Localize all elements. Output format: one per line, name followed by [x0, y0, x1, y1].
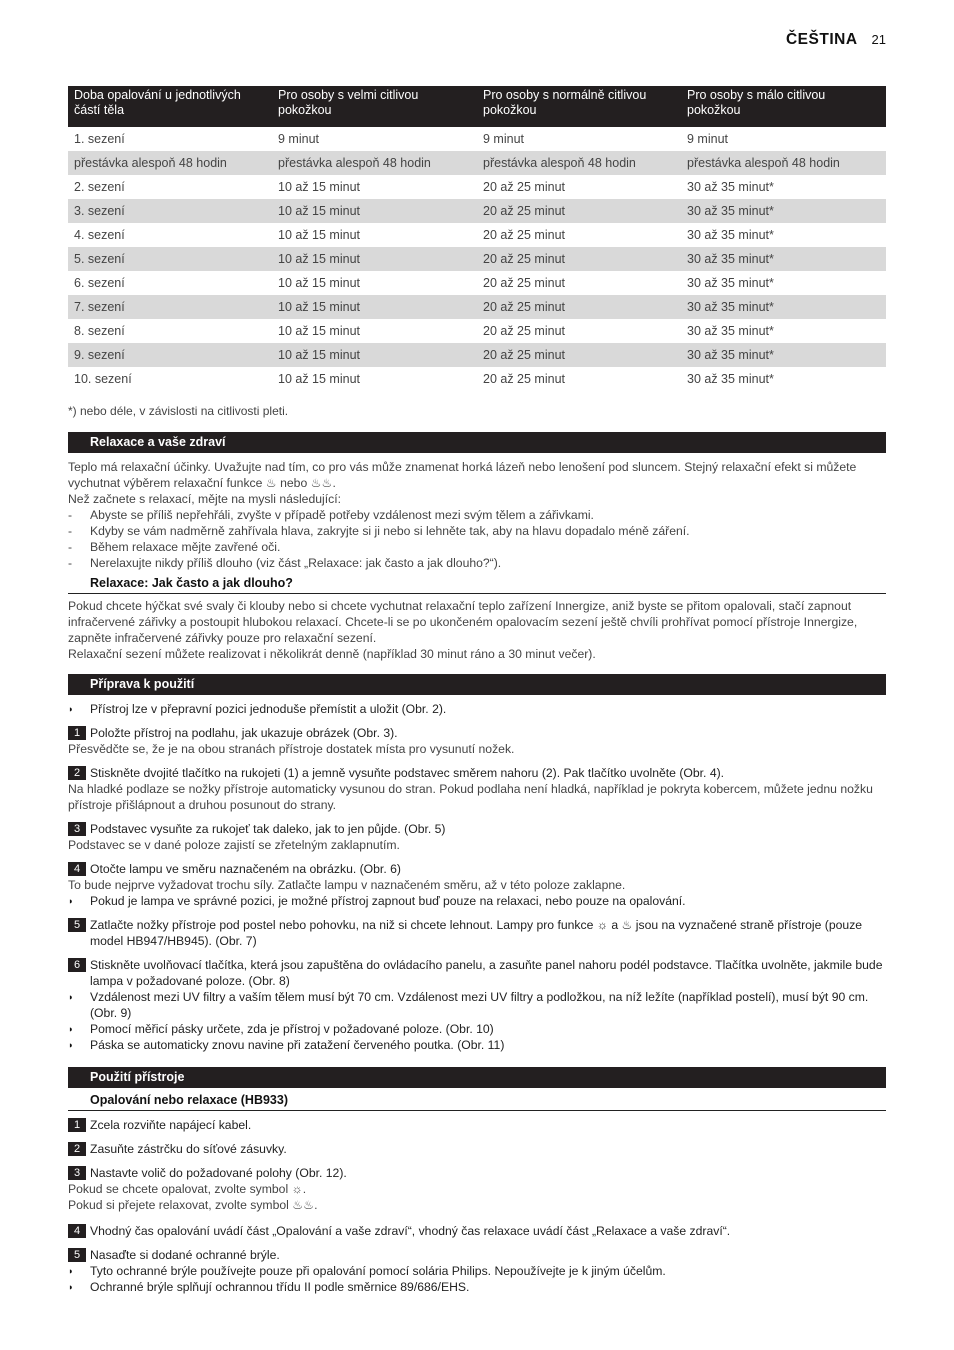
table-cell: 30 až 35 minut*	[681, 199, 886, 223]
step-note: Přesvědčte se, že je na obou stranách přístroje dostatek místa pro vysunutí nožek.	[68, 742, 515, 756]
step-number-badge: 5	[68, 918, 86, 932]
table-row	[68, 199, 886, 223]
column-header: Pro osoby s málo citlivou pokožkou	[681, 86, 886, 127]
bullet-item	[68, 701, 886, 717]
step-note: Podstavec se v dané poloze zajistí se zřetelným zaklapnutím.	[68, 838, 400, 852]
list-item-text: Abyste se příliš nepřehřáli, zvyšte v případě potřeby vzdálenost mezi svým tělem a zářivkami.	[90, 508, 594, 522]
table-cell: 30 až 35 minut*	[687, 324, 774, 338]
step-text: Položte přístroj na podlahu, jak ukazuje obrázek (Obr. 3).	[90, 726, 398, 740]
step-item	[68, 957, 886, 989]
bullet-item	[68, 989, 886, 1021]
step-number-badge: 1	[68, 1118, 86, 1132]
bullet-text: Páska se automaticky znovu navine při zatažení červeného poutka. (Obr. 11)	[90, 1038, 505, 1052]
table-cell: 10 až 15 minut	[278, 276, 360, 290]
bullet-icon: ◗	[68, 1282, 74, 1292]
table-cell: 6. sezení	[74, 276, 125, 290]
list-item-text: Během relaxace mějte zavřené oči.	[90, 540, 281, 554]
table-header-row	[68, 86, 886, 127]
column-header: Pro osoby s velmi citlivou pokožkou	[272, 86, 477, 127]
table-cell: 20 až 25 minut	[477, 199, 681, 223]
dash-marker: -	[68, 524, 73, 538]
section-heading-relaxation: Relaxace a vaše zdraví	[68, 432, 886, 453]
list-item-text: Kdyby se vám nadměrně zahřívala hlava, zakryjte si ji nebo si lehněte tak, aby na hlavu dopadalo méně záření.	[90, 524, 690, 538]
table-cell: 10 až 15 minut	[272, 343, 477, 367]
table-cell: 20 až 25 minut	[477, 295, 681, 319]
bullet-item	[68, 1263, 886, 1279]
step-text: Stiskněte uvolňovací tlačítka, která jsou zapuštěna do ovládacího panelu, a zasuňte panel nahoru podél podstavce. Tlačítka uvolněte, jakmile bude lampa v požadované poloze. (Obr. 8)	[90, 958, 883, 988]
bullet-item	[68, 1279, 886, 1295]
table-row	[68, 151, 886, 175]
step-item	[68, 1117, 886, 1133]
paragraph: Relaxační sezení můžete realizovat i několikrát denně (například 30 minut ráno a 30 minut večer).	[68, 647, 596, 661]
paragraph: Pokud chcete hýčkat své svaly či klouby nebo si chcete vychutnat relaxační teplo zařízení Innergize, aniž byste se přitom opalovali, stačí zapnout infračervené zářivky a postoupit hlubokou relaxací. Chcete-li se po ukončeném opalovacím sezení ještě chvíli prohřívat pomocí přístroje Innergize, zapněte infračervené zářivky pouze pro relaxační sezení.	[68, 599, 858, 645]
step-number-badge: 2	[68, 766, 86, 780]
table-footnote: *) nebo déle, v závislosti na citlivosti pleti.	[68, 404, 289, 418]
table-cell: 20 až 25 minut	[483, 276, 565, 290]
table-cell: 5. sezení	[68, 247, 272, 271]
table-cell: 10 až 15 minut	[278, 372, 360, 386]
table-cell: 20 až 25 minut	[483, 372, 565, 386]
step-text: Nastavte volič do požadované polohy (Obr. 12).	[90, 1166, 347, 1180]
bullet-icon: ◗	[68, 992, 74, 1002]
step-item	[68, 725, 886, 741]
table-cell: 9 minut	[278, 132, 319, 146]
list-item-text: Nerelaxujte nikdy příliš dlouho (viz část „Relaxace: jak často a jak dlouho?“).	[90, 556, 502, 570]
bullet-item	[68, 1021, 886, 1037]
table-cell: 20 až 25 minut	[477, 247, 681, 271]
bullet-icon: ◗	[68, 704, 74, 714]
table-cell: 20 až 25 minut	[483, 228, 565, 242]
paragraph: Než začnete s relaxací, mějte na mysli následující:	[68, 492, 341, 506]
table-cell: 7. sezení	[68, 295, 272, 319]
page-number: 21	[871, 32, 886, 47]
step-number-badge: 6	[68, 958, 86, 972]
bullet-icon: ◗	[68, 896, 74, 906]
table-cell: 10 až 15 minut	[272, 247, 477, 271]
language-label: ČEŠTINA	[785, 31, 858, 48]
table-cell: 30 až 35 minut*	[687, 180, 774, 194]
table-cell: 9. sezení	[68, 343, 272, 367]
section-heading-usage: Použití přístroje	[68, 1067, 886, 1088]
step-text: Zatlačte nožky přístroje pod postel nebo pohovku, na niž si chcete lehnout. Lampy pro funkce ☼ a ♨ jsou na vyznačené straně přístroje (pouze model HB947/HB945). (Obr. 7)	[90, 918, 863, 948]
table-cell: 10 až 15 minut	[272, 295, 477, 319]
table-cell: přestávka alespoň 48 hodin	[477, 151, 681, 175]
bullet-text: Ochranné brýle splňují ochrannou třídu II podle směrnice 89/686/EHS.	[90, 1280, 470, 1294]
table-cell: přestávka alespoň 48 hodin	[272, 151, 477, 175]
table-cell: 30 až 35 minut*	[681, 295, 886, 319]
bullet-text: Tyto ochranné brýle používejte pouze při opalování pomocí solária Philips. Nepoužívejte je k jiným účelům.	[90, 1264, 666, 1278]
step-text: Podstavec vysuňte za rukojeť tak daleko, jak to jen půjde. (Obr. 5)	[90, 822, 446, 836]
table-cell: 8. sezení	[74, 324, 125, 338]
table-row	[68, 175, 886, 199]
step-number-badge: 5	[68, 1248, 86, 1262]
bullet-text: Vzdálenost mezi UV filtry a vaším tělem musí být 70 cm. Vzdálenost mezi UV filtry a podložkou, na níž ležíte (například postelí), musí být 90 cm. (Obr. 9)	[90, 990, 869, 1020]
bullet-icon: ◗	[68, 1024, 74, 1034]
table-cell: 30 až 35 minut*	[687, 228, 774, 242]
step-text: Nasaďte si dodané ochranné brýle.	[90, 1248, 280, 1262]
table-row	[68, 223, 886, 247]
dash-list-item	[68, 539, 886, 555]
step-number-badge: 1	[68, 726, 86, 740]
subheading-tanning-or-relaxation: Opalování nebo relaxace (HB933)	[68, 1092, 886, 1111]
step-item	[68, 1141, 886, 1157]
bullet-text: Přístroj lze v přepravní pozici jednoduše přemístit a uložit (Obr. 2).	[90, 702, 447, 716]
step-item	[68, 861, 886, 877]
step-number-badge: 3	[68, 822, 86, 836]
table-cell: 10 až 15 minut	[278, 324, 360, 338]
step-number-badge: 3	[68, 1166, 86, 1180]
step-item	[68, 1165, 886, 1181]
dash-list-item	[68, 507, 886, 523]
section-heading-preparation: Příprava k použití	[68, 674, 886, 695]
table-cell: 9 minut	[687, 132, 728, 146]
step-item	[68, 1247, 886, 1263]
step-number-badge: 4	[68, 862, 86, 876]
dash-marker: -	[68, 540, 73, 554]
table-cell: 3. sezení	[68, 199, 272, 223]
table-cell: 30 až 35 minut*	[681, 343, 886, 367]
table-row	[68, 295, 886, 319]
column-header: Pro osoby s normálně citlivou pokožkou	[477, 86, 681, 127]
step-note: Na hladké podlaze se nožky přístroje automaticky vysunou do stran. Pokud podlaha není hladká, například je pokryta kobercem, můžete jednu nožku přístroje přišlápnout a druhou posunout do strany.	[68, 782, 873, 812]
main-content	[68, 432, 886, 1295]
bullet-icon: ◗	[68, 1266, 74, 1276]
bullet-text: Pokud je lampa ve správné pozici, je možné přístroj zapnout buď pouze na relaxaci, nebo pouze na opalování.	[90, 894, 686, 908]
table-cell: 10 až 15 minut	[278, 228, 360, 242]
step-note: Pokud se chcete opalovat, zvolte symbol ☼.	[68, 1182, 307, 1196]
dash-list-item	[68, 523, 886, 539]
step-text: Zcela rozviňte napájecí kabel.	[90, 1118, 252, 1132]
step-note: To bude nejprve vyžadovat trochu síly. Zatlačte lampu v naznačeném směru, až v této poloze zaklapne.	[68, 878, 626, 892]
tanning-time-table	[68, 86, 886, 391]
page-header	[786, 32, 886, 48]
step-text: Otočte lampu ve směru naznačeném na obrázku. (Obr. 6)	[90, 862, 401, 876]
step-item	[68, 821, 886, 837]
table-cell: 4. sezení	[74, 228, 125, 242]
dash-list-item	[68, 555, 886, 571]
step-item	[68, 765, 886, 781]
table-cell: 1. sezení	[74, 132, 125, 146]
table-cell: 10. sezení	[74, 372, 132, 386]
table-row	[68, 319, 886, 343]
table-cell: 30 až 35 minut*	[681, 247, 886, 271]
subheading-relaxation-frequency: Relaxace: Jak často a jak dlouho?	[68, 575, 886, 594]
table-cell: přestávka alespoň 48 hodin	[68, 151, 272, 175]
table-cell: přestávka alespoň 48 hodin	[681, 151, 886, 175]
step-item	[68, 917, 886, 949]
table-cell: 9 minut	[483, 132, 524, 146]
step-number-badge: 4	[68, 1224, 86, 1238]
step-text: Zasuňte zástrčku do síťové zásuvky.	[90, 1142, 287, 1156]
bullet-text: Pomocí měřicí pásky určete, zda je přístroj v požadované poloze. (Obr. 10)	[90, 1022, 494, 1036]
paragraph: Teplo má relaxační účinky. Uvažujte nad tím, co pro vás může znamenat horká lázeň nebo lenošení pod sluncem. Stejný relaxační efekt si můžete vychutnat výběrem relaxační funkce ♨ nebo ♨♨.	[68, 460, 857, 490]
table-row	[68, 127, 886, 151]
table-cell: 20 až 25 minut	[477, 343, 681, 367]
table-cell: 30 až 35 minut*	[687, 276, 774, 290]
table-row	[68, 247, 886, 271]
table-cell: 20 až 25 minut	[483, 180, 565, 194]
step-text: Stiskněte dvojité tlačítko na rukojeti (1) a jemně vysuňte podstavec směrem nahoru (2). Pak tlačítko uvolněte (Obr. 4).	[90, 766, 725, 780]
step-number-badge: 2	[68, 1142, 86, 1156]
bullet-item	[68, 893, 886, 909]
step-item	[68, 1223, 886, 1239]
table-cell: 10 až 15 minut	[272, 199, 477, 223]
bullet-icon: ◗	[68, 1040, 74, 1050]
table-cell: 10 až 15 minut	[278, 180, 360, 194]
dash-marker: -	[68, 556, 73, 570]
table-cell: 2. sezení	[74, 180, 125, 194]
step-note: Pokud si přejete relaxovat, zvolte symbol ♨♨.	[68, 1198, 318, 1212]
bullet-item	[68, 1037, 886, 1053]
table-cell: 20 až 25 minut	[483, 324, 565, 338]
table-row	[68, 343, 886, 367]
step-text: Vhodný čas opalování uvádí část „Opalování a vaše zdraví“, vhodný čas relaxace uvádí část „Relaxace a vaše zdraví“.	[90, 1224, 731, 1238]
table-row	[68, 367, 886, 391]
dash-marker: -	[68, 508, 73, 522]
table-cell: 30 až 35 minut*	[687, 372, 774, 386]
table-row	[68, 271, 886, 295]
column-header: Doba opalování u jednotlivých částí těla	[68, 86, 272, 127]
